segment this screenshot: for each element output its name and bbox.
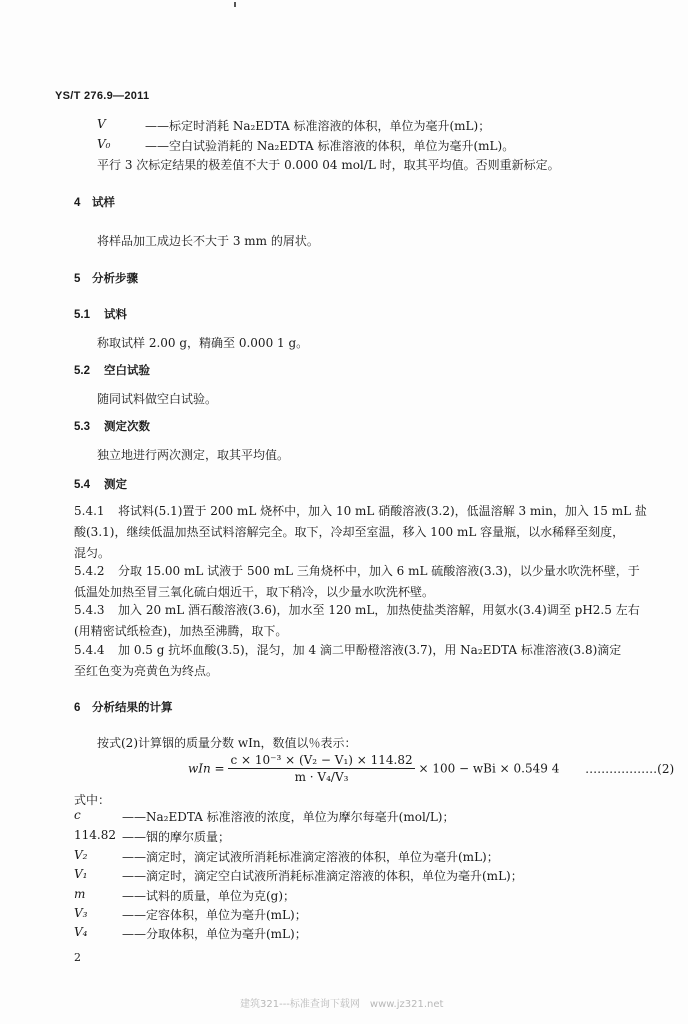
formula-fraction (228, 753, 414, 784)
where-label: 式中： (74, 793, 111, 807)
formula-lhs: wIn = (188, 761, 225, 776)
paragraph-line (74, 640, 621, 661)
definition-text: ——空白试验消耗的 Na₂EDTA 标准溶液的体积，单位为毫升(mL)。 (145, 139, 515, 153)
paragraph-line (74, 501, 647, 522)
section-4-heading (74, 194, 115, 210)
section-title: 试料 (104, 309, 127, 321)
definition-m (74, 887, 634, 905)
definition-symbol: V₂ (74, 848, 88, 862)
definition-symbol: 114.82 (74, 828, 116, 842)
definition-molar-mass (74, 828, 634, 846)
section-number: 5.3 (74, 421, 90, 433)
paragraph-line (74, 600, 640, 621)
step-number: 5.4.2 (74, 564, 105, 578)
definition-text: ——定容体积，单位为毫升(mL)； (122, 908, 307, 922)
definition-v1 (74, 867, 634, 885)
formula-numerator: c × 10⁻³ × (V₂ − V₁) × 114.82 (230, 753, 413, 767)
standard-code: YS/T 276.9—2011 (55, 90, 150, 102)
section-5-heading (74, 270, 138, 286)
definition-symbol: V₃ (74, 906, 88, 920)
section-title: 试样 (92, 197, 115, 209)
definition-v0 (97, 137, 637, 155)
paragraph-line: 至红色变为亮黄色为终点。 (74, 664, 219, 678)
paragraph-line: 低温处加热至冒三氧化硫白烟近干，取下稍冷，以少量水吹洗杯壁。 (74, 585, 435, 599)
step-text: 将试料(5.1)置于 200 mL 烧杯中，加入 10 mL 硝酸溶液(3.2)，低温溶解 3 min，加入 15 mL 盐 (118, 504, 647, 518)
section-5-2-heading (74, 362, 150, 378)
step-text: 分取 15.00 mL 试液于 500 mL 三角烧杯中，加入 6 mL 硫酸溶液(3.3)，以少量水吹洗杯壁，于 (118, 564, 640, 578)
watermark: 建筑321---标准查询下载网 www.jz321.net (240, 999, 444, 1010)
step-text: 加入 20 mL 酒石酸溶液(3.6)，加水至 120 mL，加热使盐类溶解，用氨水(3.4)调至 pH2.5 左右 (118, 603, 640, 617)
section-title: 测定 (104, 479, 127, 491)
section-6-heading (74, 699, 173, 715)
section-6-intro: 按式(2)计算铟的质量分数 wIn，数值以％表示： (97, 736, 357, 750)
formula-tail: × 100 − wBi × 0.549 4 (418, 761, 560, 776)
section-title: 空白试验 (104, 365, 150, 377)
definition-symbol: V (97, 117, 106, 131)
definition-text: ——试料的质量，单位为克(g)； (122, 889, 296, 903)
section-number: 5.1 (74, 309, 90, 321)
step-number: 5.4.1 (74, 504, 105, 518)
section-title: 分析步骤 (92, 273, 138, 285)
definition-symbol: V₀ (97, 137, 111, 151)
formula-label: ………………(2) (585, 761, 675, 776)
section-number: 5.2 (74, 365, 90, 377)
definition-v3 (74, 906, 634, 924)
section-number: 5.4 (74, 479, 90, 491)
section-5-2-body: 随同试料做空白试验。 (97, 392, 218, 406)
section-5-3-heading (74, 418, 150, 434)
section-5-4-heading (74, 476, 127, 492)
definition-text: ——滴定时，滴定试液所消耗标准滴定溶液的体积，单位为毫升(mL)； (122, 850, 499, 864)
section-4-body: 将样品加工成边长不大于 3 mm 的屑状。 (97, 234, 319, 248)
definition-text: ——分取体积，单位为毫升(mL)； (122, 927, 307, 941)
definition-v4 (74, 925, 634, 943)
step-5-4-3 (74, 600, 640, 642)
formula-denominator: m · V₄/V₃ (294, 770, 349, 784)
definition-symbol: m (74, 887, 86, 901)
section-number: 6 (74, 702, 81, 714)
top-mark (234, 2, 236, 7)
step-5-4-1 (74, 501, 647, 564)
step-5-4-4 (74, 640, 621, 682)
paragraph-line: 混匀。 (74, 546, 111, 560)
section-5-1-body: 称取试样 2.00 g，精确至 0.000 1 g。 (97, 336, 309, 350)
definition-text: ——标定时消耗 Na₂EDTA 标准溶液的体积，单位为毫升(mL)； (145, 119, 491, 133)
section-title: 测定次数 (104, 421, 150, 433)
section-5-3-body: 独立地进行两次测定，取其平均值。 (97, 448, 290, 462)
paragraph-line: 酸(3.1)，继续低温加热至试料溶解完全。取下，冷却至室温，移入 100 mL 容量瓶，以水稀释至刻度， (74, 525, 625, 539)
step-text: 加 0.5 g 抗坏血酸(3.5)，混匀，加 4 滴二甲酚橙溶液(3.7)，用 Na₂EDTA 标准溶液(3.8)滴定 (118, 643, 622, 657)
paragraph-line (74, 561, 640, 582)
paragraph-line: (用精密试纸检查)，加热至沸腾，取下。 (74, 624, 288, 638)
definition-v (97, 117, 637, 135)
step-5-4-2 (74, 561, 640, 603)
definition-c (74, 808, 634, 826)
definition-symbol: V₄ (74, 925, 88, 939)
section-number: 4 (74, 197, 81, 209)
section-title: 分析结果的计算 (92, 702, 173, 714)
calibration-note: 平行 3 次标定结果的极差值不大于 0.000 04 mol/L 时，取其平均值。否则重新标定。 (97, 158, 560, 172)
definition-symbol: V₁ (74, 867, 88, 881)
section-5-1-heading (74, 306, 127, 322)
step-number: 5.4.4 (74, 643, 105, 657)
section-number: 5 (74, 273, 81, 285)
step-number: 5.4.3 (74, 603, 105, 617)
page-number: 2 (74, 951, 81, 964)
formula-2 (188, 753, 674, 784)
definition-text: ——Na₂EDTA 标准溶液的浓度，单位为摩尔每毫升(mol/L)； (122, 810, 455, 824)
definition-symbol: c (74, 808, 81, 822)
definition-text: ——铟的摩尔质量； (122, 830, 231, 844)
definition-text: ——滴定时，滴定空白试液所消耗标准滴定溶液的体积，单位为毫升(mL)； (122, 869, 523, 883)
definition-v2 (74, 848, 634, 866)
